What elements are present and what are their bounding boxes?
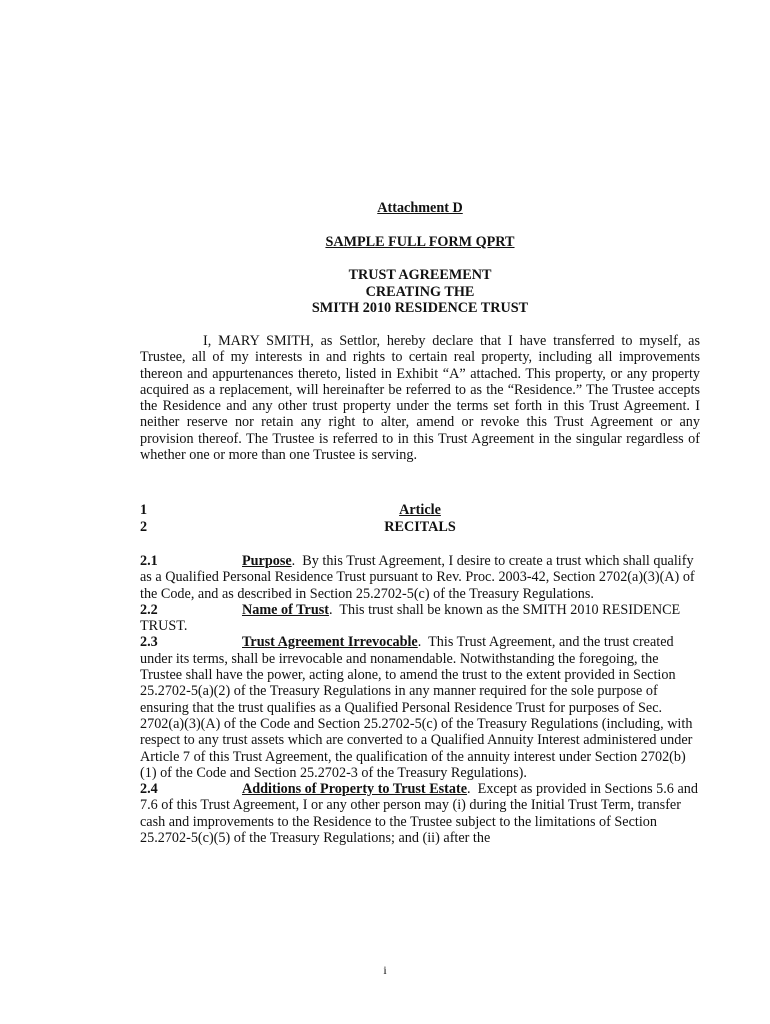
intro-paragraph: I, MARY SMITH, as Settlor, hereby declare that I have transferred to myself, as Trustee, all of my interests in and rights to certain real property, including all improvements thereon and appurtenances thereto, listed in Exhibit “A” attached. This property, or any property acquired as a replacement, will hereinafter be referred to as the “Residence.” The Trustee accepts the Residence and any other trust property under the terms set forth in this Trust Agreement. I neither reserve nor retain any right to alter, amend or revoke this Trust Agreement or any provision thereof. The Trustee is referred to in this Trust Agreement in the singular regardless of whether one or more than one Trustee is serving. [140,333,700,464]
article-label: Article [399,502,441,518]
article-number-2: 2 [140,519,148,535]
section-text: This Trust Agreement, and the trust created under its terms, shall be irrevocable and nonamendable. Notwithstanding the foregoing, the Trustee shall have the power, acting alone, to amend the trust to the extent provided in Section 25.2702-5(a)(2) of the Treasury Regulations in any manner required for the sole purpose of ensuring that the trust qualifies as a Qualified Personal Residence Trust for purposes of Sec. 2702(a)(3)(A) of the Code and Section 25.2702-5(c) of the Treasury Regulations (including, with respect to any trust assets which are converted to a Qualified Annuity Interest administered under Article 7 of this Trust Agreement, the qualification of the annuity interest under Section 2702(b)(1) of the Code and Section 25.2702-3 of the Treasury Regulations). [140,634,693,781]
page-number: i [383,963,387,977]
section-number: 2.4 [140,781,158,798]
section-text: This trust shall be known as the SMITH 2010 RESIDENCE TRUST. [140,601,681,635]
section-number: 2.1 [140,553,158,569]
section-2-3: 2.3 Trust Agreement Irrevocable. This Trust Agreement, and the trust created under its terms, shall be irrevocable and nonamendable. Notwithstanding the foregoing, the Trustee shall have the power, acting alone, to amend the trust to the extent provided in Section 25.2702-5(a)(2) of the Treasury Regulations in any manner required for the sole purpose of ensuring that the trust qualifies as a Qualified Personal Residence Trust for purposes of Sec. 2702(a)(3)(A) of the Code and Section 25.2702-5(c) of the Treasury Regulations (including, with respect to any trust assets which are converted to a Qualified Annuity Interest administered under Article 7 of this Trust Agreement, the qualification of the annuity interest under Section 2702(b)(1) of the Code and Section 25.2702-3 of the Treasury Regulations). [140,634,693,781]
trust-title-line-1: TRUST AGREEMENT [348,267,492,283]
section-number: 2.2 [140,601,158,618]
section-heading: Name of Trust [242,601,329,618]
section-2-4: 2.4 Additions of Property to Trust Estate. Except as provided in Sections 5.6 and 7.6 of this Trust Agreement, I or any other person may (i) during the Initial Trust Term, transfer cash and improvements to the Residence to the Trustee subject to the limitations of Section 25.2702-5(c)(5) of the Treasury Regulations; and (ii) after the [140,781,698,847]
section-number: 2.3 [140,634,158,651]
section-heading: Purpose [242,553,292,569]
section-2-1: 2.1 Purpose. By this Trust Agreement, I desire to create a trust which shall qualify as a Qualified Personal Residence Trust pursuant to Rev. Proc. 2003-42, Section 2702(a)(3)(A) of the Code, and as described in Section 25.2702-5(c) of the Treasury Regulations. [140,553,695,602]
article-number-1: 1 [140,502,148,518]
section-text: By this Trust Agreement, I desire to create a trust which shall qualify as a Qualified Personal Residence Trust pursuant to Rev. Proc. 2003-42, Section 2702(a)(3)(A) of the Code, and as described in Section 25.2702-5(c) of the Treasury Regulations. [140,553,695,602]
section-text: Except as provided in Sections 5.6 and 7.6 of this Trust Agreement, I or any other person may (i) during the Initial Trust Term, transfer cash and improvements to the Residence to the Trustee subject to the limitations of Section 25.2702-5(c)(5) of the Treasury Regulations; and (ii) after the [140,781,698,847]
attachment-label: Attachment D [377,200,463,216]
trust-title-line-3: SMITH 2010 RESIDENCE TRUST [311,300,529,316]
section-2-2: 2.2 Name of Trust. This trust shall be known as the SMITH 2010 RESIDENCE TRUST. [140,601,681,635]
section-heading: Trust Agreement Irrevocable [242,634,418,651]
form-title: SAMPLE FULL FORM QPRT [325,234,515,250]
trust-title-line-2: CREATING THE [365,284,475,300]
article-title: RECITALS [384,519,456,535]
section-heading: Additions of Property to Trust Estate [242,781,468,798]
sections-list [140,553,700,846]
